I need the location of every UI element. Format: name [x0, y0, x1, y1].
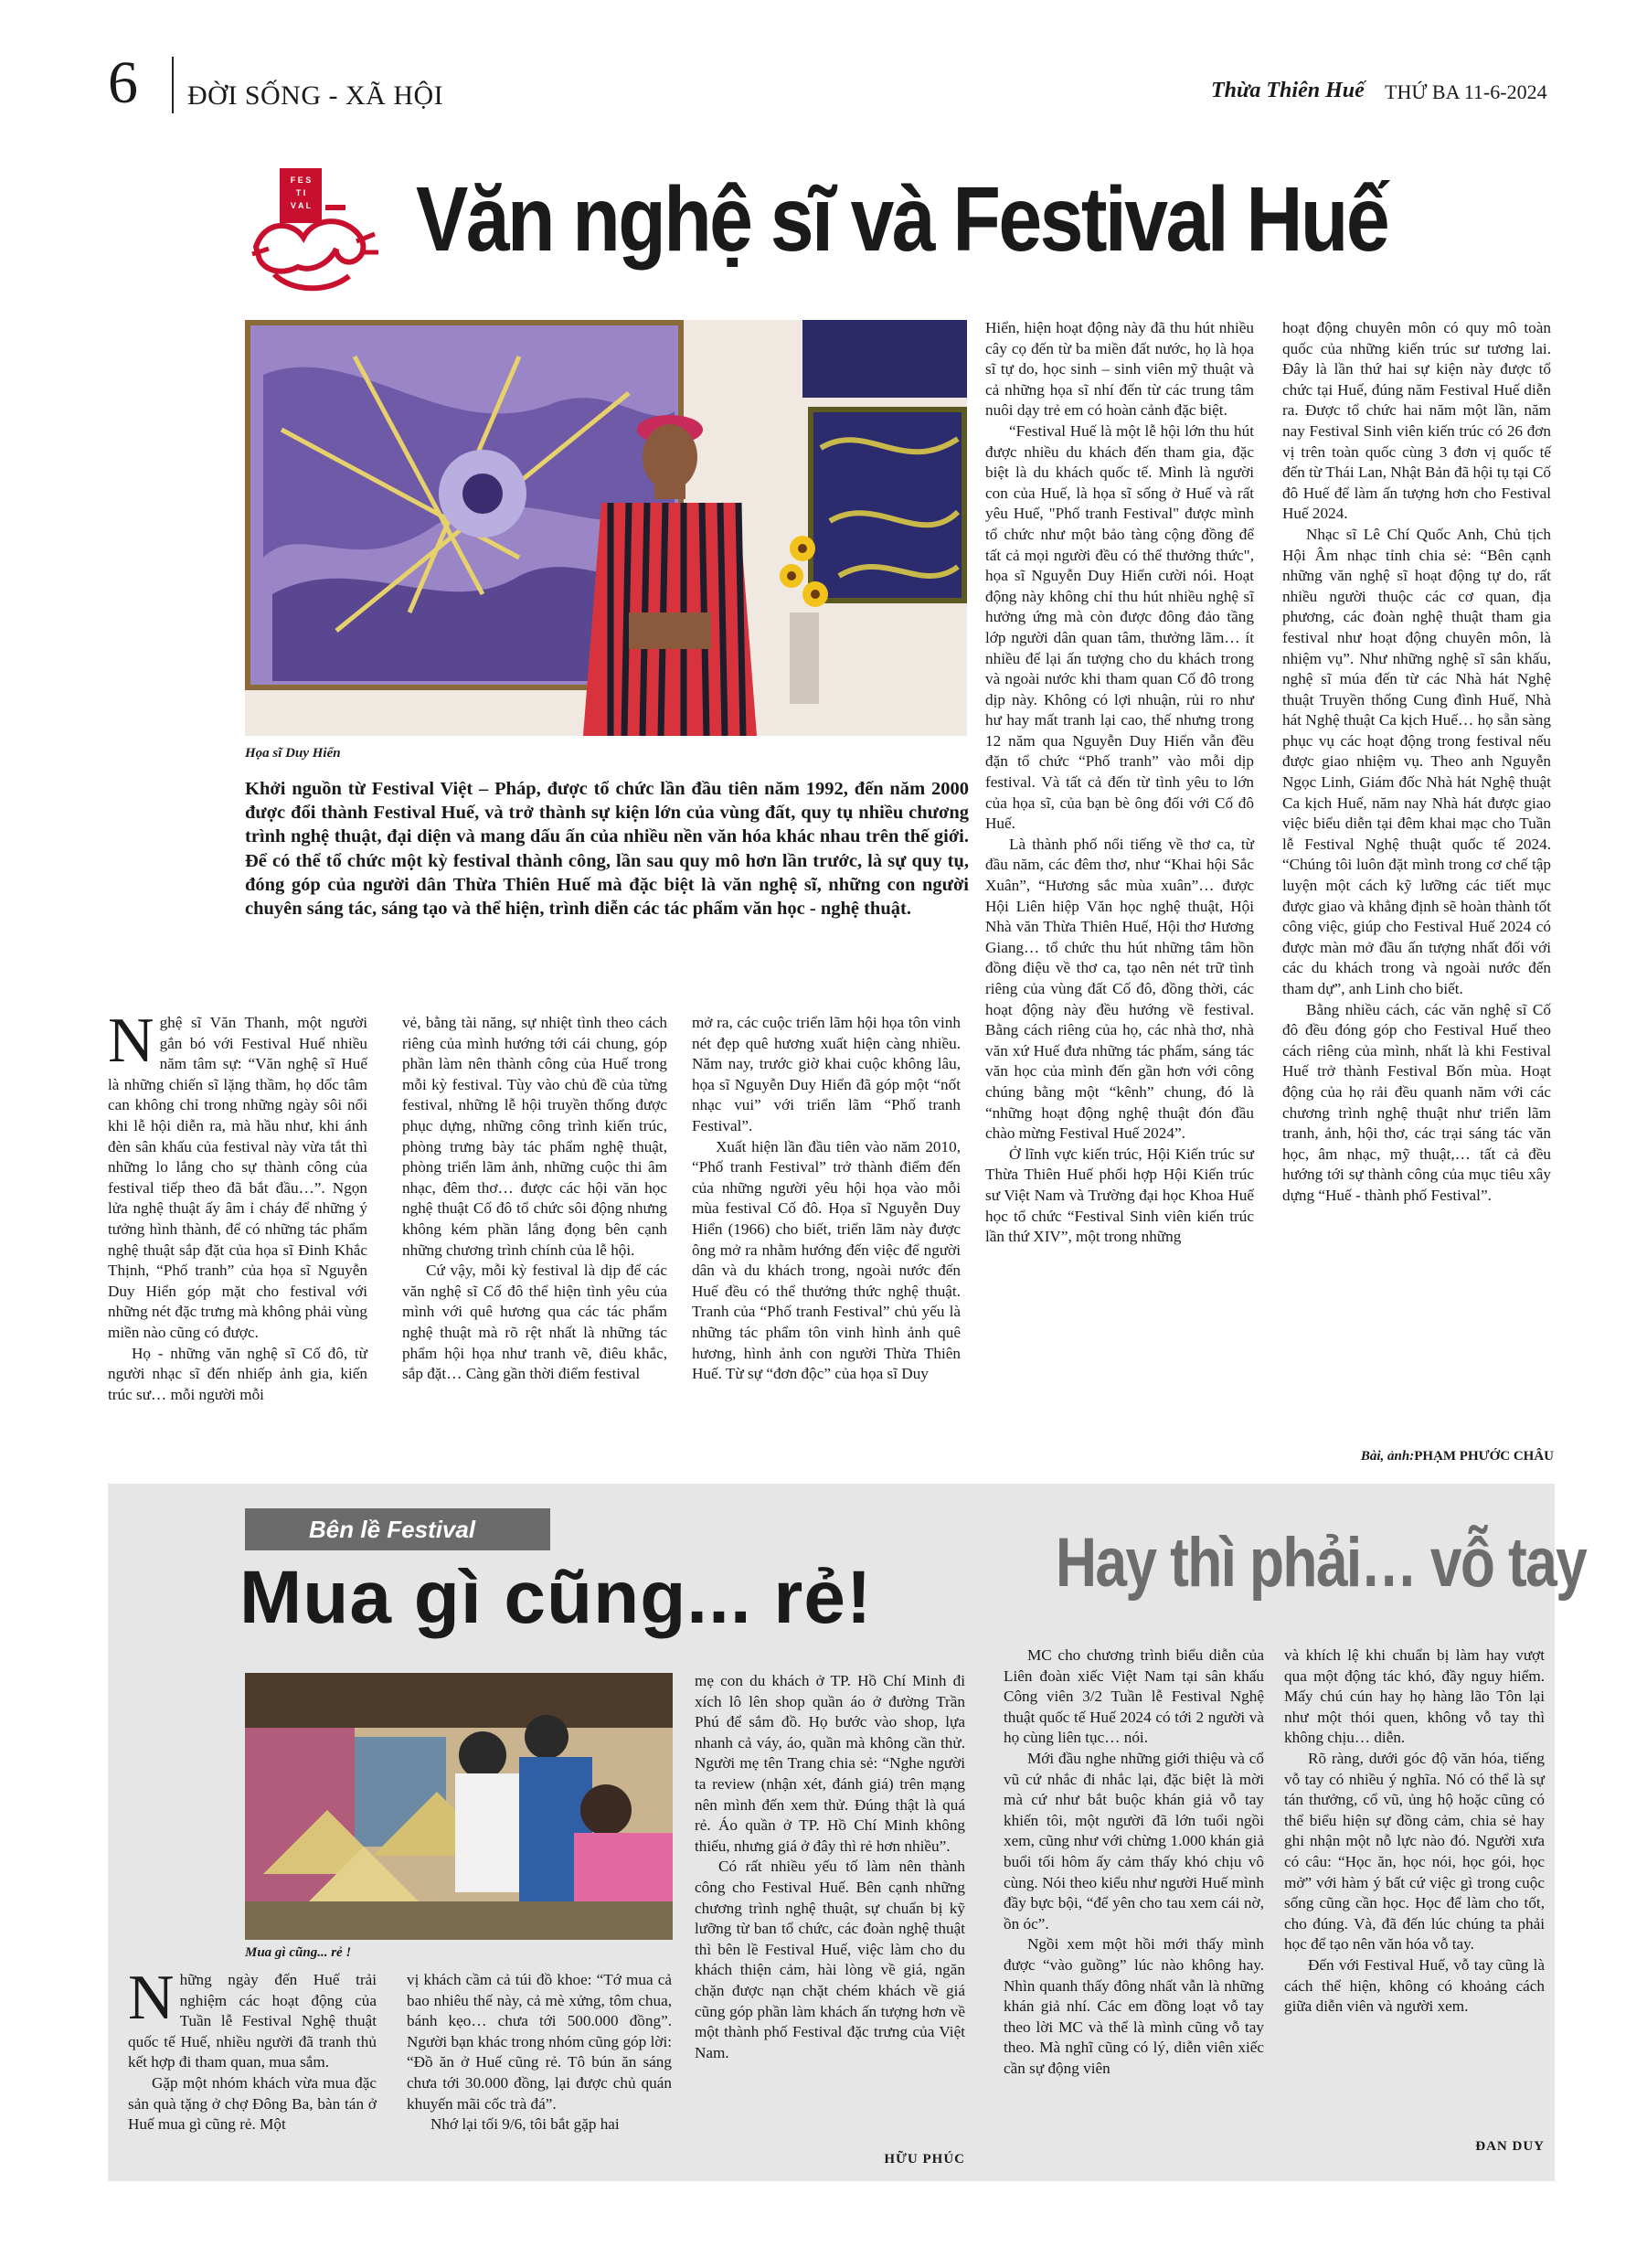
sidebar-title: Mua gì cũng... rẻ! [239, 1556, 873, 1639]
paragraph: Nhớ lại tối 9/6, tôi bắt gặp hai [430, 2115, 620, 2134]
paragraph: Bằng nhiều cách, các văn nghệ sĩ Cố đô đều đóng góp cho Festival Huế theo cách riêng của mình, nhất là khi Festival Huế trở thành Festival Bốn mùa. Hoạt động của họ rải đều quanh năm với các chương trình nghệ thuật như triển lãm tranh, ảnh, hội thơ, các trại sáng tác văn học, âm nhạc, mỹ thuật,… tất cả đều hướng tới sự thành công của mục tiêu xây dựng “Huế - thành phố Festival”. [1282, 1000, 1551, 1204]
paragraph: Là thành phố nổi tiếng về thơ ca, từ đầu năm, các đêm thơ, như “Khai hội Sắc Xuân”, “Hương sắc mùa xuân”… được Hội Liên hiệp Văn học nghệ thuật, Hội Nhà văn Thừa Thiên Huế, Hội thơ Hương Giang… tổ chức thu hút những tâm hồn đồng điệu về thơ ca, tạo nên nét trữ tình riêng của vùng đất Cố đô, đồng thời, các hoạt động này đều hướng về festival. Bằng cách riêng của họ, các nhà thơ, nhà văn xứ Huế đưa những tác phẩm, sáng tác văn học của mình đến gần hơn với công chúng bằng một “kênh” chung, đó là “những hoạt động nghệ thuật đón đầu chào mừng Festival Huế 2024”. [985, 835, 1254, 1143]
issue-date: THỨ BA 11-6-2024 [1385, 80, 1547, 103]
paragraph: Mới đầu nghe những giới thiệu và cổ vũ cứ nhắc đi nhắc lại, đặc biệt là mời mà cứ như bắt buộc khán giả vỗ tay khiến tôi, một người đã lớn tuổi ngồi xem, cũng như với chừng 1.000 khán giả buổi tối hôm ấy cảm thấy khó chịu vô cùng. Nói theo kiểu như người Huế mình đầy bực bội, “để yên cho tau xem cái nờ, ồn óc”. [1004, 1749, 1264, 1933]
paragraph: Rõ ràng, dưới góc độ văn hóa, tiếng vỗ tay có nhiều ý nghĩa. Nó có thể là sự tán thưởng, cổ vũ, ủng hộ hoặc cũng có thể biểu hiện sự đồng cảm, chia sẻ hay ghi nhận một nỗ lực nào đó. Người xưa có câu: “Học ăn, học nói, học gói, học mở” với hàm ý bất cứ việc gì trong cuộc sống cũng cần học. Học để làm cho tốt, cho đúng. Và, đã đến lúc chúng ta phải học để tạo nên văn hóa vỗ tay. [1284, 1749, 1545, 1954]
header-divider [172, 57, 174, 113]
drop-cap: N [108, 1006, 154, 1076]
paragraph: và khích lệ khi chuẩn bị làm hay vượt qua một động tác khó, đầy nguy hiểm. Mấy chú cún hay họ hàng lão Tôn lại như một thói quen, không vỗ tay thì không chịu… diễn. [1284, 1646, 1545, 1747]
paragraph: Xuất hiện lần đầu tiên vào năm 2010, “Phố tranh Festival” trở thành điểm đến của những người yêu hội họa vào mỗi mùa festival Cố đô. Họa sĩ Nguyễn Duy Hiển (1966) cho biết, triển lãm này được ông mở ra nhằm hướng đến việc để người dân và du khách trong, ngoài nước đến Huế đều có thể thưởng thức nghệ thuật. Tranh của “Phố tranh Festival” chủ yếu là những tác phẩm tôn vinh hình ảnh quê hương, hình ảnh con người Thừa Thiên Huế. Từ sự “đơn độc” của họa sĩ Duy [692, 1137, 961, 1383]
main-column-3 [692, 1013, 961, 1385]
festival-logo [247, 165, 382, 300]
main-byline [1307, 1449, 1554, 1464]
byline-name: PHẠM PHƯỚC CHÂU [1414, 1449, 1554, 1464]
newspaper-name: Thừa Thiên Huế [1211, 79, 1365, 102]
paragraph: vẻ, bằng tài năng, sự nhiệt tình theo cách riêng của mình hướng tới cái chung, góp phần làm nên thành công của Huế trong mỗi kỳ festival. Tùy vào chủ đề của từng festival, những lễ hội truyền thống được phục dựng, những công trình kiến trúc, phòng trưng bày tác phẩm nghệ thuật, phòng triển lãm ảnh, những cuộc thi âm nhạc, đêm thơ… được các hội văn học nghệ thuật Cố đô tổ chức sôi động nhưng không kém phần lắng đọng bên cạnh những chương trình chính của lễ hội. [402, 1014, 667, 1259]
market-photo [245, 1673, 673, 1940]
sidebar-right-column-2 [1284, 1645, 1545, 2018]
paragraph: hoạt động chuyên môn có quy mô toàn quốc của những kiến trúc sư tương lai. Đây là lần thứ hai sự kiện này được tổ chức tại Huế, đúng năm Festival Huế diễn ra. Được tổ chức hai năm một lần, năm nay Festival Sinh viên kiến trúc có 26 đơn vị trên toàn quốc cùng 3 đơn vị quốc tế đến từ Thái Lan, Nhật Bản đã hội tụ tại Cố đô Huế để làm ấn tượng hơn cho Festival Huế 2024. [1282, 319, 1551, 523]
paragraph: Đến với Festival Huế, vỗ tay cũng là cách thể hiện, không có khoảng cách giữa diễn viên và người xem. [1284, 1955, 1545, 2016]
sidebar-left-column-1 [128, 1963, 377, 2135]
paragraph: Hiển, hiện hoạt động này đã thu hút nhiều cây cọ đến từ ba miền đất nước, họ là họa sĩ tự do, học sinh – sinh viên mỹ thuật và cả những họa sĩ nhí đến từ các trung tâm nuôi dạy trẻ em có hoàn cảnh đặc biệt. [985, 319, 1254, 420]
svg-text:T I: T I [295, 188, 306, 197]
sidebar-left-column-2 [407, 1970, 672, 2135]
paragraph: Có rất nhiều yếu tố làm nên thành công cho Festival Huế. Bên cạnh những chương trình nghệ thuật, sự chuẩn bị kỹ lưỡng từ ban tổ chức, các đoàn nghệ thuật thì bên lề Festival Huế, việc làm cho du khách thiện cảm, hài lòng về giá, ngăn chặn được nạn chặt chém khách về giá cũng góp phần làm khách ấn tượng hơn về một thành phố Festival đặc trưng của Việt Nam. [695, 1858, 965, 2061]
lead-paragraph: Khởi nguồn từ Festival Việt – Pháp, được tổ chức lần đầu tiên năm 1992, đến năm 2000 được đổi thành Festival Huế, và trở thành sự kiện lớn của vùng đất, quy tụ nhiều chương trình nghệ thuật, đại diện và mang dấu ấn của nhiều nền văn hóa khác nhau trên thế giới. Để có thể tổ chức một kỳ festival thành công, lần sau quy mô hơn lần trước, là sự quy tụ, đóng góp của người dân Thừa Thiên Huế mà đặc biệt là văn nghệ sĩ, những con người chuyên sáng tác, sáng tạo và thể hiện, trình diễn các tác phẩm văn học - nghệ thuật. [245, 779, 969, 920]
main-column-1 [108, 1006, 367, 1405]
svg-text:V A L: V A L [290, 201, 312, 210]
byline-label: Bài, ảnh: [1360, 1449, 1415, 1464]
paragraph: ghệ sĩ Văn Thanh, một người gắn bó với Festival Huế nhiều năm tâm sự: “Văn nghệ sĩ Huế là những chiến sĩ lặng thầm, họ dốc tâm can không chỉ trong những ngày sôi nổi khi lễ hội diễn ra, mà hầu như, khi ánh đèn sân khấu của festival này vừa tắt thì những lo lắng cho sự thành công của festival tiếp theo đã bắt đầu…”. Ngọn lửa nghệ thuật ấy âm ỉ cháy để những ý tưởng hình thành, để có những tác phẩm nghệ thuật sắp đặt của họa sĩ Đinh Khắc Thịnh, “Phố tranh” của họa sĩ Nguyễn Duy Hiển góp mặt cho festival với những nét đặc trưng mà không phải vùng miền nào cũng có được. [108, 1014, 367, 1341]
sidebar-label [245, 1508, 550, 1550]
sidebar-right-title: Hay thì phải… vỗ tay [1056, 1524, 1587, 1602]
paragraph: “Festival Huế là một lễ hội lớn thu hút được nhiều du khách đến tham gia, đặc biệt là du khách quốc tế. Mình là người con của Huế, là họa sĩ sống ở Huế và rất yêu Huế, "Phố tranh Festival" được mình tổ chức như một bảo tàng cộng đồng để tất cả mọi người đều có thể thưởng thức", họa sĩ Nguyễn Duy Hiển cười nói. Hoạt động này không chỉ thu hút nhiều nghệ sĩ hưởng ứng mà còn được đông đảo tầng lớp người dân quan tâm, thưởng lãm… ít nhiều để lại ấn tượng cho du khách trong và ngoài nước khi tham quan Cố đô trong dịp này. Không có lợi nhuận, rủi ro như hư hay mất tranh lại cao, thế nhưng trong 12 năm qua Nguyễn Duy Hiển vẫn đều đặn tổ chức “Phố tranh” vào mỗi dịp festival. Và tất cả đến từ tình yêu to lớn của họa sĩ, của bạn bè ông đối với Cố đô Huế. [985, 421, 1254, 833]
paragraph: Ngồi xem một hồi mới thấy mình được “vào guồng” lúc nào không hay. Nhìn quanh thấy đông nhất vẫn là những khán giả nhí. Các em đồng loạt vỗ tay theo lời MC và thể là mình cũng vỗ tay theo. Mà nghĩ cũng có lý, diễn viên xiếc cần sự động viên [1004, 1935, 1264, 2077]
paragraph: vị khách cầm cả túi đồ khoe: “Tớ mua cả bao nhiêu thế này, cả mè xửng, tôm chua, bánh kẹo… chưa tới 500.000 đồng”. Người bạn khác trong nhóm cũng góp lời: “Đồ ăn ở Huế cũng rẻ. Tô bún ăn sáng chưa tới 30.000 đồng, lại được chủ quán khuyến mãi cốc trà đá”. [407, 1971, 672, 2113]
paragraph: Gặp một nhóm khách vừa mua đặc sản quà tặng ở chợ Đông Ba, bàn tán ở Huế mua gì cũng rẻ. Một [128, 2073, 377, 2134]
page-number: 6 [108, 49, 138, 116]
article-title: Văn nghệ sĩ và Festival Huế [416, 168, 1388, 271]
drop-cap: N [128, 1963, 175, 2033]
paragraph: mẹ con du khách ở TP. Hồ Chí Minh đi xích lô lên shop quần áo ở đường Trần Phú để sắm đồ. Họ bước vào shop, lựa nhanh cả váy, áo, quần mà không cần thử. Người mẹ tên Trang chia sẻ: “Nghe người ta review (nhận xét, đánh giá) trên mạng nên mình đến xem thử. Đúng thật là quá rẻ. Áo quần ở TP. Hồ Chí Minh không thiếu, nhưng giá ở đây thì rẻ hơn nhiều”. [695, 1672, 965, 1855]
sidebar-label-text: Bên lề Festival [309, 1516, 476, 1543]
main-column-5 [1282, 318, 1551, 1207]
section-title: ĐỜI SỐNG - XÃ HỘI [187, 80, 444, 111]
main-column-4 [985, 318, 1254, 1248]
paragraph: mở ra, các cuộc triển lãm hội họa tôn vinh nét đẹp quê hương xuất hiện càng nhiều. Năm nay, trước giờ khai cuộc không lâu, họa sĩ Nguyễn Duy Hiển đã góp một “nốt nhạc vui” với triển lãm “Phố tranh Festival”. [692, 1014, 961, 1134]
sidebar-right-column-1 [1004, 1645, 1264, 2079]
paragraph: Họ - những văn nghệ sĩ Cố đô, từ người nhạc sĩ đến nhiếp ảnh gia, kiến trúc sư… mỗi người mỗi [108, 1344, 367, 1403]
photo-caption: Họa sĩ Duy Hiển [245, 746, 341, 761]
paragraph: hững ngày đến Huế trải nghiệm các hoạt động của Tuần lễ Festival Nghệ thuật quốc tế Huế, nhiều người đã tranh thủ kết hợp đi tham quan, mua sắm. [128, 1971, 377, 2071]
sidebar-left-column-3 [695, 1671, 965, 2063]
paragraph: Cứ vậy, mỗi kỳ festival là dịp để các văn nghệ sĩ Cố đô thể hiện tình yêu của mình với quê hương qua các tác phẩm nghệ thuật mà rõ rệt nhất là những tác phẩm hội họa như tranh vẽ, điêu khắc, sắp đặt… Càng gần thời điểm festival [402, 1262, 667, 1383]
main-column-2 [402, 1013, 667, 1385]
paragraph: Ở lĩnh vực kiến trúc, Hội Kiến trúc sư Thừa Thiên Huế phối hợp Hội Kiến trúc sư Việt Nam và Trường đại học Khoa Huế học tổ chức “Festival Sinh viên kiến trúc lần thứ XIV”, một trong những [985, 1145, 1254, 1246]
sidebar-right-byline: ĐAN DUY [1475, 2139, 1545, 2154]
market-photo-caption: Mua gì cũng... rẻ ! [245, 1945, 352, 1960]
svg-text:F E S: F E S [290, 176, 312, 185]
artist-photo [245, 320, 967, 736]
paragraph: MC cho chương trình biểu diễn của Liên đoàn xiếc Việt Nam tại sân khấu Công viên 3/2 Tuần lễ Festival Nghệ thuật quốc tế Huế 2024 có tới 2 người và họ cùng liên tục… nói. [1004, 1646, 1264, 1747]
paragraph: Nhạc sĩ Lê Chí Quốc Anh, Chủ tịch Hội Âm nhạc tỉnh chia sẻ: “Bên cạnh những văn nghệ sĩ hoạt động tự do, rất nhiều người thuộc các cơ quan, địa phương, các đoàn nghệ thuật tham gia festival như hoạt động chuyên môn, là nhiệm vụ”. Như những nghệ sĩ sân khấu, nghệ sĩ múa đến từ các Nhà hát Nghệ thuật Truyền thống Cung đình Huế, Nhà hát Nghệ thuật Ca kịch Huế… họ sẵn sàng phục vụ các hoạt động trong festival nếu được giao nhiệm vụ. Theo anh Nguyễn Ngọc Linh, Giám đốc Nhà hát Nghệ thuật Ca kịch Huế, năm nay Nhà hát được giao việc biểu diễn tại đêm khai mạc cho Tuần lễ Festival Nghệ thuật quốc tế 2024. “Chúng tôi luôn đặt mình trong cơ chế tập luyện một cách kỹ lưỡng các tiết mục được giao và khẳng định sẽ hoàn thành tốt công việc, giúp cho Festival Huế 2024 có được màn mở đầu ấn tượng nhất đối với các du khách trong và ngoài nước đến tham dự”, anh Linh cho biết. [1282, 525, 1551, 997]
sidebar-left-byline: HỮU PHÚC [884, 2152, 965, 2167]
